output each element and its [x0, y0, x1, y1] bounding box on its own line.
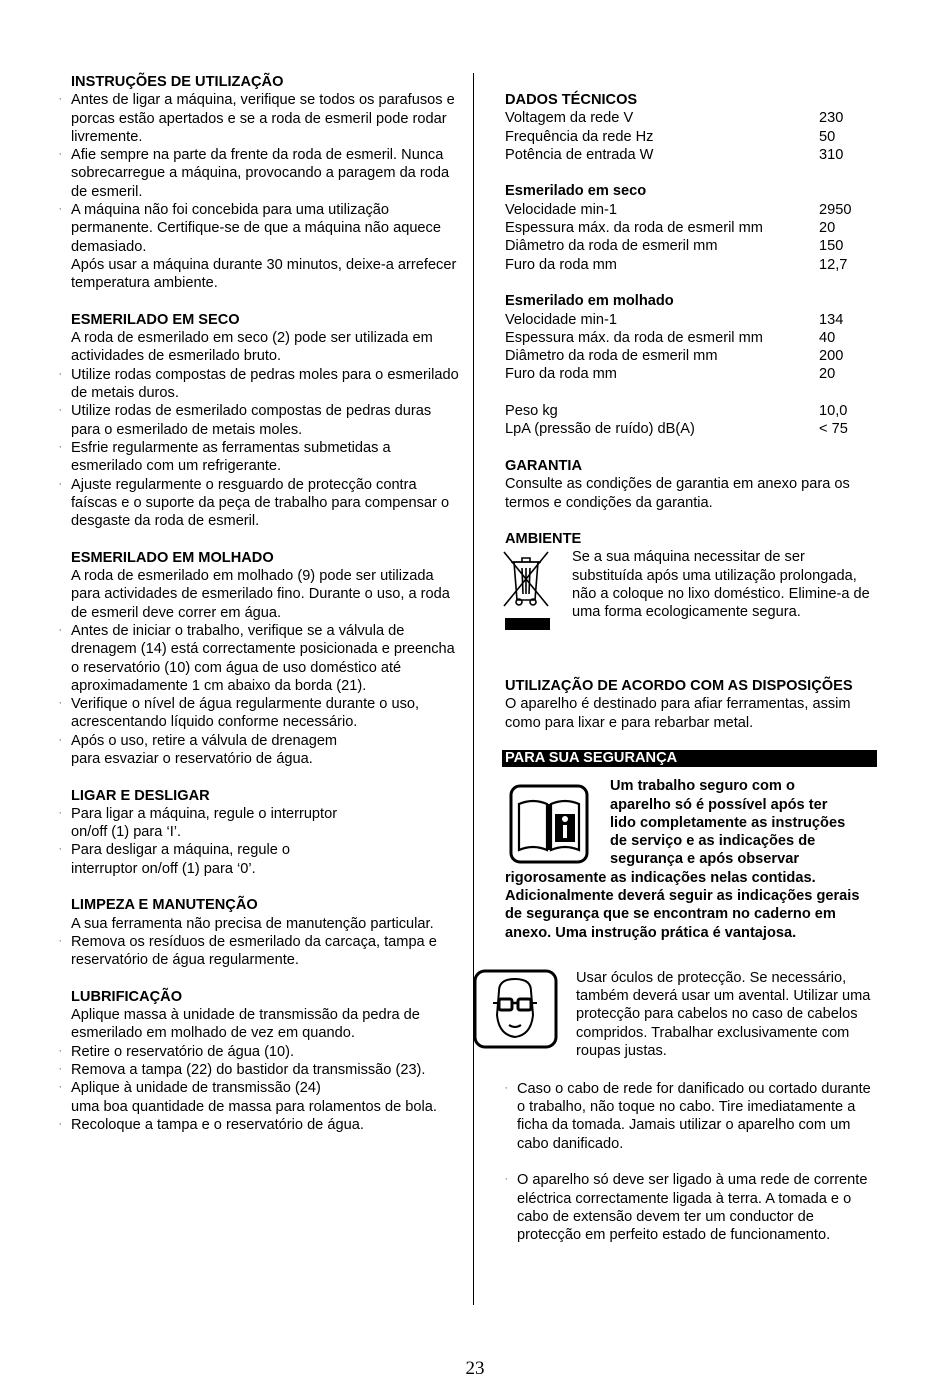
- spec-value: 200: [819, 348, 844, 365]
- paragraph: A sua ferramenta não precisa de manutenção particular.: [71, 915, 434, 932]
- section-esmerilado-seco: [71, 311, 461, 531]
- paragraph: on/off (1) para ‘I’.: [71, 824, 182, 841]
- section-seguranca: [505, 750, 880, 1244]
- bullet-item: , Antes de ligar a máquina, verifique se todos os parafusos e porcas estão apertados e se a roda de esmeril pode rodar livremente.: [71, 91, 461, 146]
- heading-utilizacao: UTILIZAÇÃO DE ACORDO COM AS DISPOSIÇÕES: [505, 678, 853, 695]
- spec-row: [505, 329, 880, 347]
- spec-label: Frequência da rede Hz: [505, 128, 654, 145]
- heading-seguranca: PARA SUA SEGURANÇA: [502, 750, 877, 767]
- paragraph: A roda de esmerilado em seco (2) pode ser utilizada em actividades de esmerilado bruto.: [71, 330, 433, 365]
- paragraph: desgaste da roda de esmeril.: [71, 513, 260, 530]
- bullet-item: , Aplique à unidade de transmissão (24): [71, 1079, 461, 1097]
- section-ligar-desligar: [71, 787, 461, 878]
- bullet-item: , Recoloque a tampa e o reservatório de água.: [71, 1116, 461, 1134]
- spec-label: Voltagem da rede V: [505, 110, 634, 127]
- spec-row: [505, 311, 880, 329]
- spec-value: 230: [819, 110, 844, 127]
- spec-value: 2950: [819, 201, 852, 218]
- spec-row: [505, 201, 880, 219]
- crossed-out-wheelie-bin-icon: [502, 550, 552, 634]
- spec-value: 20: [819, 366, 836, 383]
- bullet-item: , Antes de iniciar o trabalho, verifique se a válvula de drenagem (14) está correctamente posicionada e preencha o reservatório (10) com água de uso doméstico até aproximadamente 1 cm abaixo da borda (21).: [71, 622, 461, 695]
- subheading-molhado: Esmerilado em molhado: [505, 293, 674, 310]
- section-esmerilado-molhado: [71, 549, 461, 769]
- paragraph: Após usar a máquina durante 30 minutos, deixe-a arrefecer temperatura ambiente.: [71, 256, 457, 292]
- heading-esmerilado-molhado: ESMERILADO EM MOLHADO: [71, 549, 274, 566]
- spec-label: Peso kg: [505, 403, 558, 420]
- section-limpeza: [71, 896, 461, 969]
- spec-value: 150: [819, 238, 844, 255]
- spec-label: Velocidade min-1: [505, 311, 617, 328]
- spec-row: [505, 420, 880, 438]
- manual-info-book-icon: [509, 784, 589, 864]
- paragraph: uma boa quantidade de massa para rolamentos de bola.: [71, 1098, 437, 1115]
- safety-line: lido completamente as instruções: [610, 814, 846, 831]
- heading-instrucoes: INSTRUÇÕES DE UTILIZAÇÃO: [71, 74, 284, 90]
- section-ambiente: [505, 530, 880, 640]
- bullet-item: , Retire o reservatório de água (10).: [71, 1043, 461, 1061]
- spec-value: 134: [819, 311, 844, 328]
- spec-label: Furo da roda mm: [505, 256, 617, 273]
- spec-row: [505, 402, 880, 420]
- ambiente-block: [505, 548, 880, 640]
- spec-label: Furo da roda mm: [505, 366, 617, 383]
- section-lubrificacao: [71, 988, 461, 1134]
- section-instrucoes: [71, 73, 461, 293]
- spec-label: Diâmetro da roda de esmeril mm: [505, 348, 718, 365]
- paragraph: interruptor on/off (1) para ‘0’.: [71, 860, 256, 877]
- spec-row: [505, 237, 880, 255]
- spec-label: Velocidade min-1: [505, 201, 617, 218]
- paragraph: O aparelho é destinado para afiar ferramentas, assim como para lixar e para rebarbar metal.: [505, 696, 851, 731]
- spec-row: [505, 146, 880, 164]
- bullet-item: , Esfrie regularmente as ferramentas submetidas a esmerilado com um refrigerante.: [71, 439, 461, 476]
- bullet-item: , Para ligar a máquina, regule o interruptor: [71, 805, 461, 823]
- heading-ligar-desligar: LIGAR E DESLIGAR: [71, 787, 210, 804]
- section-garantia: [505, 457, 880, 512]
- bullet-item: , Remova a tampa (22) do bastidor da transmissão (23).: [71, 1061, 461, 1079]
- spec-row: [505, 109, 880, 127]
- spec-value: 50: [819, 128, 836, 145]
- spec-label: Diâmetro da roda de esmeril mm: [505, 238, 718, 255]
- safety-line: aparelho só é possível após ter: [610, 796, 828, 813]
- paragraph: para esvaziar o reservatório de água.: [71, 750, 313, 767]
- bullet-item: , Afie sempre na parte da frente da roda de esmeril. Nunca sobrecarregue a máquina, provocando a paragem da roda de esmeril.: [71, 146, 461, 201]
- spec-value: 310: [819, 146, 844, 163]
- safety-notice: [505, 777, 880, 942]
- right-column: [505, 91, 880, 1245]
- safety-goggles-icon: [473, 969, 558, 1049]
- bullet-item: , Para desligar a máquina, regule o: [71, 841, 461, 859]
- section-utilizacao: [505, 677, 880, 732]
- bullet-item: , Ajuste regularmente o resguardo de protecção contra faíscas e o suporte da peça de trabalho para compensar o: [71, 476, 461, 513]
- bullet-item: , Utilize rodas de esmerilado compostas de pedras duras para o esmerilado de metais moles.: [71, 402, 461, 439]
- spec-value: < 75: [819, 421, 848, 438]
- spec-value: 10,0: [819, 403, 848, 420]
- heading-garantia: GARANTIA: [505, 457, 583, 474]
- paragraph: A roda de esmerilado em molhado (9) pode ser utilizada para actividades de esmerilado fino. Durante o uso, a roda de esmeril deve correr em água.: [71, 568, 450, 621]
- spec-row: [505, 365, 880, 383]
- heading-lubrificacao: LUBRIFICAÇÃO: [71, 988, 183, 1005]
- safety-line: Um trabalho seguro com o: [610, 778, 795, 795]
- page-number: 23: [465, 1358, 485, 1379]
- bullet-item: , Verifique o nível de água regularmente durante o uso, acrescentando líquido conforme necessário.: [71, 695, 461, 732]
- bullet-item: , Utilize rodas compostas de pedras moles para o esmerilado de metais duros.: [71, 366, 461, 403]
- spec-value: 40: [819, 329, 836, 346]
- spec-row: [505, 256, 880, 274]
- bullet-item: , Após o uso, retire a válvula de drenagem: [71, 732, 461, 750]
- ambiente-text: Se a sua máquina necessitar de ser substituída após uma utilização prolongada, não a coloque no lixo doméstico. Elimine-a de uma forma ecologicamente segura.: [572, 549, 870, 621]
- spec-value: 12,7: [819, 256, 848, 273]
- spec-label: Espessura máx. da roda de esmeril mm: [505, 329, 763, 346]
- paragraph: Aplique massa à unidade de transmissão da pedra de esmerilado em molhado de vez em quando.: [71, 1007, 420, 1042]
- spec-value: 20: [819, 220, 836, 237]
- spec-label: Potência de entrada W: [505, 146, 654, 163]
- spec-row: [505, 347, 880, 365]
- bullet-item: , Remova os resíduos de esmerilado da carcaça, tampa e reservatório de água regularmente.: [71, 933, 461, 970]
- spec-label: LpA (pressão de ruído) dB(A): [505, 421, 695, 438]
- heading-limpeza: LIMPEZA E MANUTENÇÃO: [71, 897, 258, 914]
- safety-line: de serviço e as indicações de: [610, 833, 816, 850]
- subheading-seco: Esmerilado em seco: [505, 183, 647, 200]
- heading-ambiente: AMBIENTE: [505, 531, 582, 548]
- safety-rest: rigorosamente as indicações nelas contidas. Adicionalmente deverá seguir as indicações gerais de segurança que se encontram no caderno em anexo. Uma instrução prática é vantajosa.: [505, 869, 860, 941]
- goggles-block: [505, 969, 880, 1069]
- heading-dados-tecnicos: DADOS TÉCNICOS: [505, 92, 638, 108]
- column-divider: [473, 73, 474, 1305]
- spec-row: [505, 219, 880, 237]
- left-column: [71, 73, 461, 1134]
- bullet-item: , Caso o cabo de rede for danificado ou cortado durante o trabalho, não toque no cabo. Tire imediatamente a ficha da tomada. Jamais utilizar o aparelho com um cabo danificado.: [505, 1080, 880, 1153]
- spec-row: [505, 128, 880, 146]
- section-dados-tecnicos: [505, 91, 880, 439]
- bullet-item: , A máquina não foi concebida para uma utilização permanente. Certifique-se de que a máquina não aquece demasiado.: [71, 201, 461, 256]
- safety-line: segurança e após observar: [610, 851, 799, 868]
- bullet-item: , O aparelho só deve ser ligado à uma rede de corrente eléctrica correctamente ligada à terra. A tomada e o cabo de extensão devem ter um conductor de protecção em perfeito estado de funcionamento.: [505, 1171, 880, 1244]
- goggles-text: Usar óculos de protecção. Se necessário, também deverá usar um avental. Utilizar uma protecção para cabelos no caso de cabelos compridos. Trabalhar exclusivamente com roupas justas.: [576, 969, 871, 1060]
- heading-esmerilado-seco: ESMERILADO EM SECO: [71, 311, 240, 328]
- spec-label: Espessura máx. da roda de esmeril mm: [505, 220, 763, 237]
- paragraph: Consulte as condições de garantia em anexo para os termos e condições da garantia.: [505, 476, 850, 511]
